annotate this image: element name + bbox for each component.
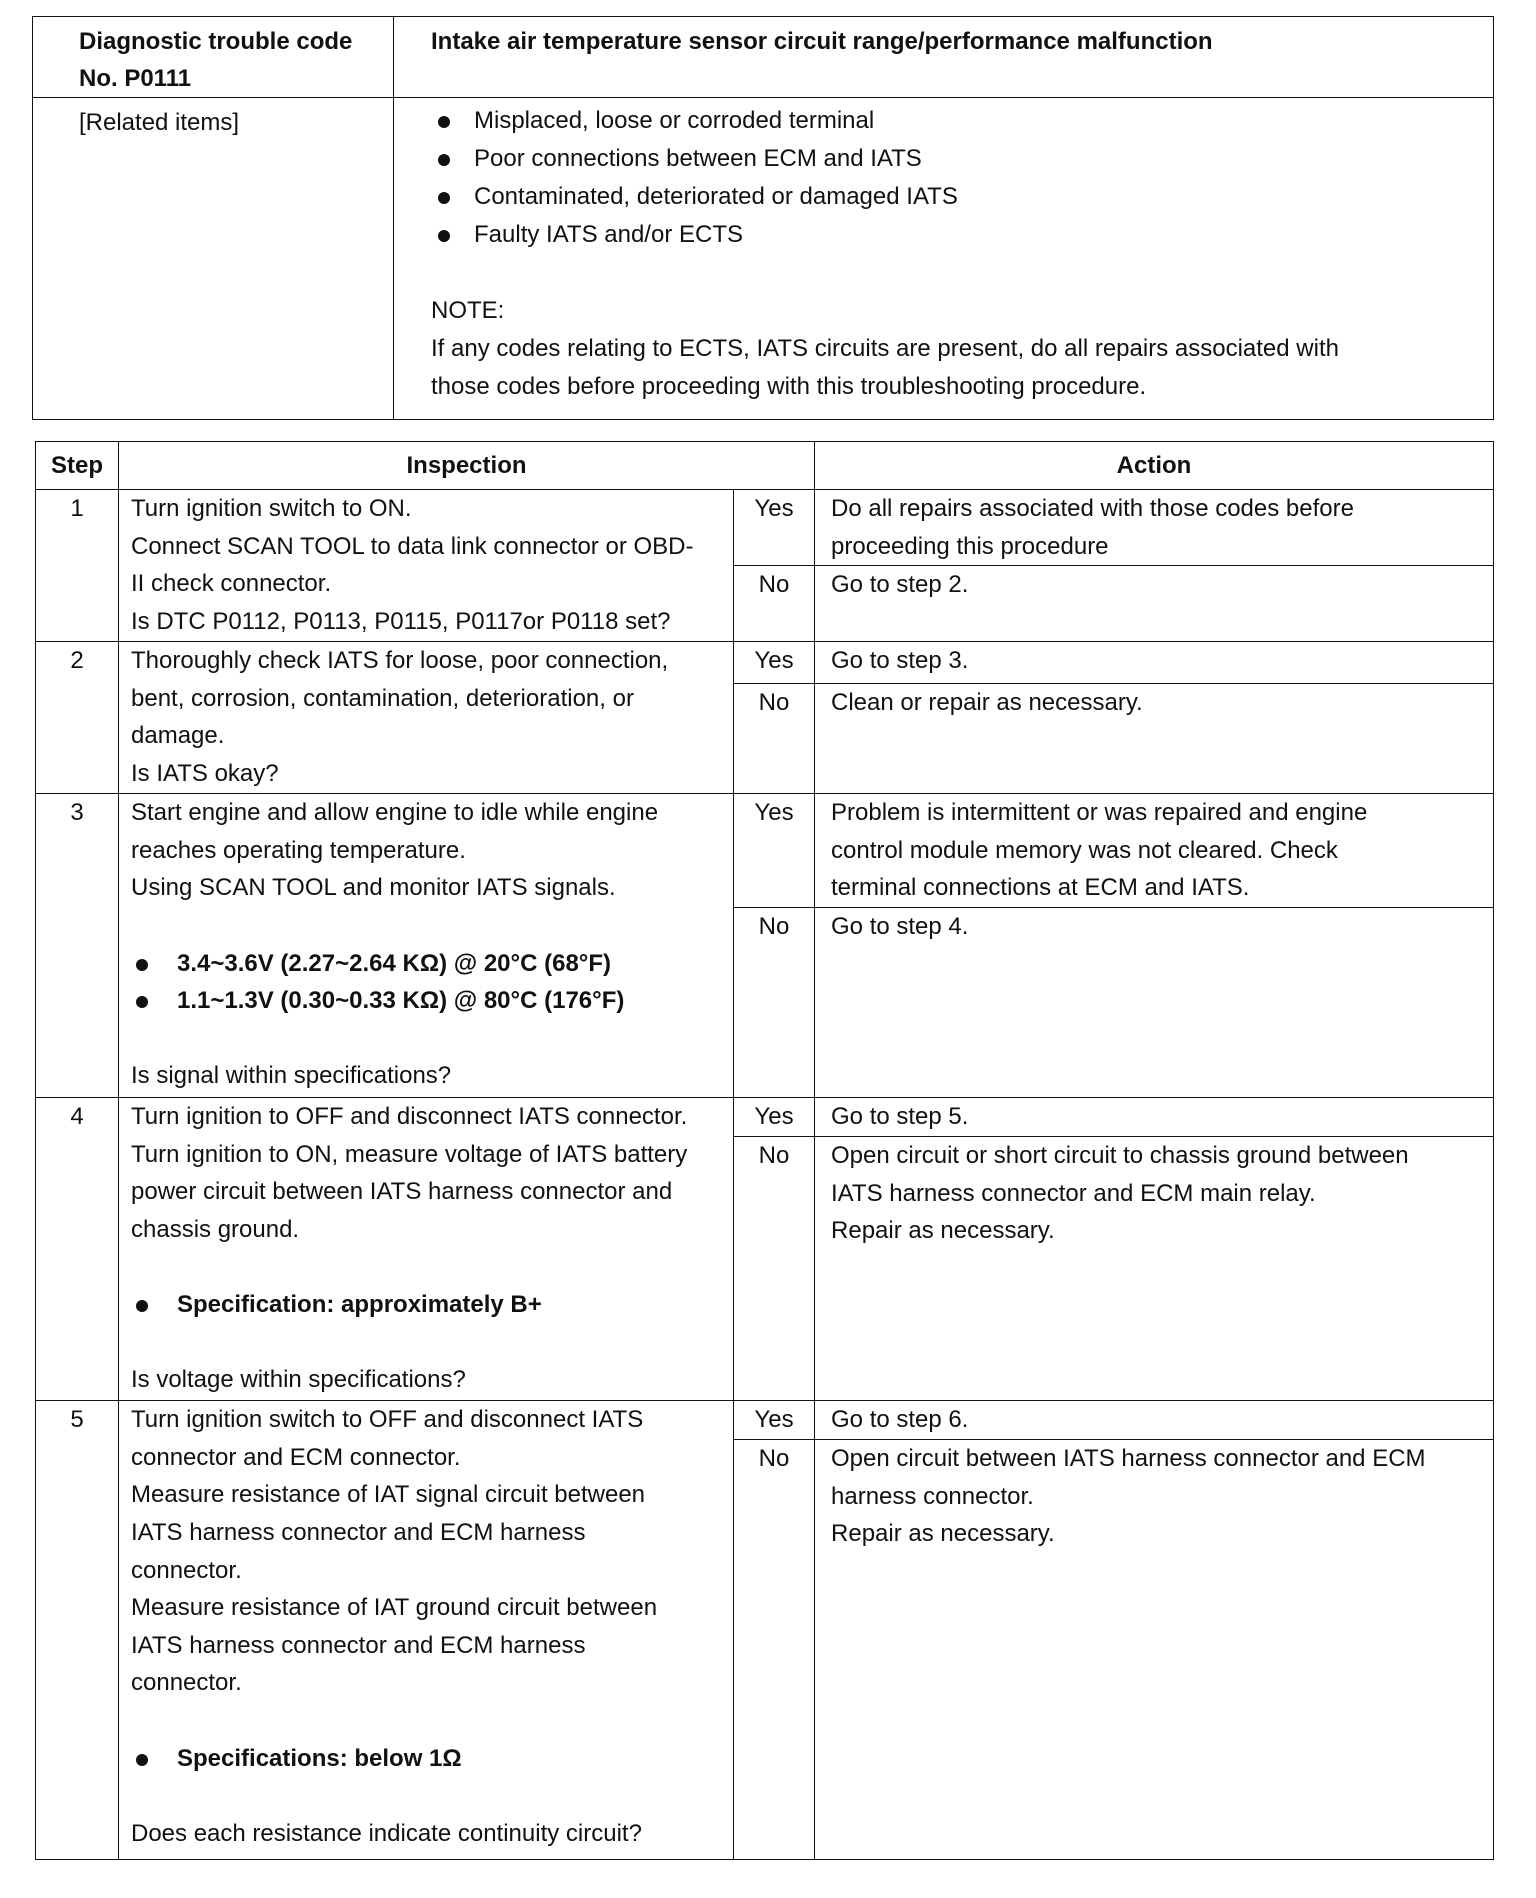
- inspection-line: connector.: [131, 1556, 242, 1584]
- spec-list: [131, 1286, 723, 1324]
- yes-label: Yes: [734, 1401, 815, 1440]
- spec-item: Specification: approximately B+: [131, 1286, 723, 1324]
- inspection-line: Connect SCAN TOOL to data link connector or OBD-: [131, 532, 694, 560]
- inspection-line: Is DTC P0112, P0113, P0115, P0117or P0118 set?: [131, 607, 671, 635]
- dtc-header-table: [32, 16, 1494, 420]
- spec-list: [131, 945, 723, 1020]
- column-header-action: Action: [815, 442, 1494, 490]
- inspection-line: power circuit between IATS harness connector and: [131, 1178, 673, 1206]
- inspection-line: bent, corrosion, contamination, deterioration, or: [131, 684, 634, 712]
- table-row: [36, 794, 1494, 908]
- no-action: [815, 684, 1494, 794]
- inspection-line: IATS harness connector and ECM harness: [131, 1518, 586, 1546]
- no-action: [815, 566, 1494, 642]
- yes-label: Yes: [734, 490, 815, 566]
- action-line: harness connector.: [831, 1482, 1034, 1510]
- spec-list: [131, 1740, 723, 1778]
- action-line: Clean or repair as necessary.: [831, 689, 1143, 717]
- no-label: No: [734, 566, 815, 642]
- related-items-list: [431, 102, 1493, 254]
- column-header-step: Step: [36, 442, 119, 490]
- column-header-inspection: Inspection: [119, 442, 815, 490]
- table-row: [36, 1098, 1494, 1137]
- action-line: Repair as necessary.: [831, 1520, 1055, 1548]
- inspection-line: connector.: [131, 1669, 242, 1697]
- yes-action: [815, 642, 1494, 684]
- inspection-line: II check connector.: [131, 570, 332, 598]
- related-label-cell: [33, 98, 394, 420]
- inspection-question: Is signal within specifications?: [131, 1062, 452, 1090]
- inspection-line: Turn ignition to ON, measure voltage of IATS battery: [131, 1140, 688, 1168]
- inspection-line: Using SCAN TOOL and monitor IATS signals.: [131, 874, 616, 902]
- related-items-label: [Related items]: [79, 109, 240, 136]
- action-line: Go to step 4.: [831, 913, 969, 941]
- no-label: No: [734, 1440, 815, 1860]
- yes-action: [815, 794, 1494, 908]
- action-line: terminal connections at ECM and IATS.: [831, 874, 1250, 902]
- yes-label: Yes: [734, 1098, 815, 1137]
- inspection-line: connector and ECM connector.: [131, 1443, 461, 1471]
- action-line: Go to step 6.: [831, 1406, 969, 1434]
- inspection-cell: [119, 642, 734, 794]
- spec-item: 3.4~3.6V (2.27~2.64 KΩ) @ 20°C (68°F): [131, 945, 723, 983]
- dtc-title-cell: [394, 17, 1494, 98]
- inspection-question: Is voltage within specifications?: [131, 1366, 466, 1394]
- action-line: Open circuit or short circuit to chassis ground between: [831, 1142, 1409, 1170]
- note-label: NOTE:: [431, 297, 505, 324]
- action-line: Go to step 2.: [831, 571, 969, 599]
- action-line: Do all repairs associated with those codes before: [831, 495, 1354, 522]
- dtc-title: Intake air temperature sensor circuit range/performance malfunction: [431, 28, 1213, 55]
- inspection-line: reaches operating temperature.: [131, 836, 466, 864]
- action-line: Repair as necessary.: [831, 1217, 1055, 1245]
- yes-action: [815, 1098, 1494, 1137]
- note-text: If any codes relating to ECTS, IATS circuits are present, do all repairs associated with: [431, 335, 1339, 362]
- action-line: proceeding this procedure: [831, 532, 1109, 560]
- inspection-cell: [119, 1401, 734, 1860]
- no-action: [815, 908, 1494, 1098]
- note-text: those codes before proceeding with this troubleshooting procedure.: [431, 373, 1147, 400]
- dtc-label-cell: [33, 17, 394, 98]
- inspection-cell: [119, 1098, 734, 1401]
- inspection-line: chassis ground.: [131, 1215, 300, 1243]
- dtc-label: Diagnostic trouble code: [79, 28, 353, 55]
- troubleshooting-steps-table: [35, 441, 1494, 1860]
- no-label: No: [734, 1137, 815, 1401]
- inspection-line: Measure resistance of IAT signal circuit between: [131, 1481, 646, 1509]
- inspection-line: Turn ignition switch to ON.: [131, 495, 412, 522]
- action-line: IATS harness connector and ECM main relay.: [831, 1179, 1316, 1207]
- table-row: [36, 1401, 1494, 1440]
- list-item: Poor connections between ECM and IATS: [431, 140, 1493, 178]
- yes-label: Yes: [734, 642, 815, 684]
- table-row: [36, 642, 1494, 684]
- spec-item: 1.1~1.3V (0.30~0.33 KΩ) @ 80°C (176°F): [131, 982, 723, 1020]
- inspection-line: Start engine and allow engine to idle while engine: [131, 799, 659, 827]
- action-line: Problem is intermittent or was repaired and engine: [831, 799, 1368, 827]
- inspection-line: Is IATS okay?: [131, 759, 279, 787]
- inspection-cell: [119, 490, 734, 642]
- list-item: Faulty IATS and/or ECTS: [431, 216, 1493, 254]
- step-number: 5: [36, 1401, 119, 1860]
- inspection-line: Thoroughly check IATS for loose, poor connection,: [131, 647, 669, 675]
- inspection-line: Turn ignition to OFF and disconnect IATS connector.: [131, 1103, 688, 1131]
- table-row: [36, 490, 1494, 566]
- yes-action: [815, 1401, 1494, 1440]
- action-line: Go to step 3.: [831, 647, 969, 675]
- inspection-cell: [119, 794, 734, 1098]
- no-action: [815, 1137, 1494, 1401]
- inspection-line: Measure resistance of IAT ground circuit between: [131, 1594, 658, 1622]
- inspection-question: Does each resistance indicate continuity circuit?: [131, 1819, 642, 1847]
- list-item: Contaminated, deteriorated or damaged IATS: [431, 178, 1493, 216]
- step-number: 2: [36, 642, 119, 794]
- spec-item: Specifications: below 1Ω: [131, 1740, 723, 1778]
- related-items-cell: [394, 98, 1494, 420]
- dtc-code: No. P0111: [79, 65, 192, 92]
- no-label: No: [734, 684, 815, 794]
- step-number: 1: [36, 490, 119, 642]
- action-line: Go to step 5.: [831, 1103, 969, 1131]
- yes-label: Yes: [734, 794, 815, 908]
- inspection-line: Turn ignition switch to OFF and disconnect IATS: [131, 1406, 644, 1434]
- list-item: Misplaced, loose or corroded terminal: [431, 102, 1493, 140]
- no-label: No: [734, 908, 815, 1098]
- no-action: [815, 1440, 1494, 1860]
- step-number: 4: [36, 1098, 119, 1401]
- inspection-line: damage.: [131, 722, 225, 750]
- action-line: Open circuit between IATS harness connector and ECM: [831, 1445, 1426, 1473]
- inspection-line: IATS harness connector and ECM harness: [131, 1631, 586, 1659]
- action-line: control module memory was not cleared. Check: [831, 836, 1338, 864]
- step-number: 3: [36, 794, 119, 1098]
- yes-action: [815, 490, 1494, 566]
